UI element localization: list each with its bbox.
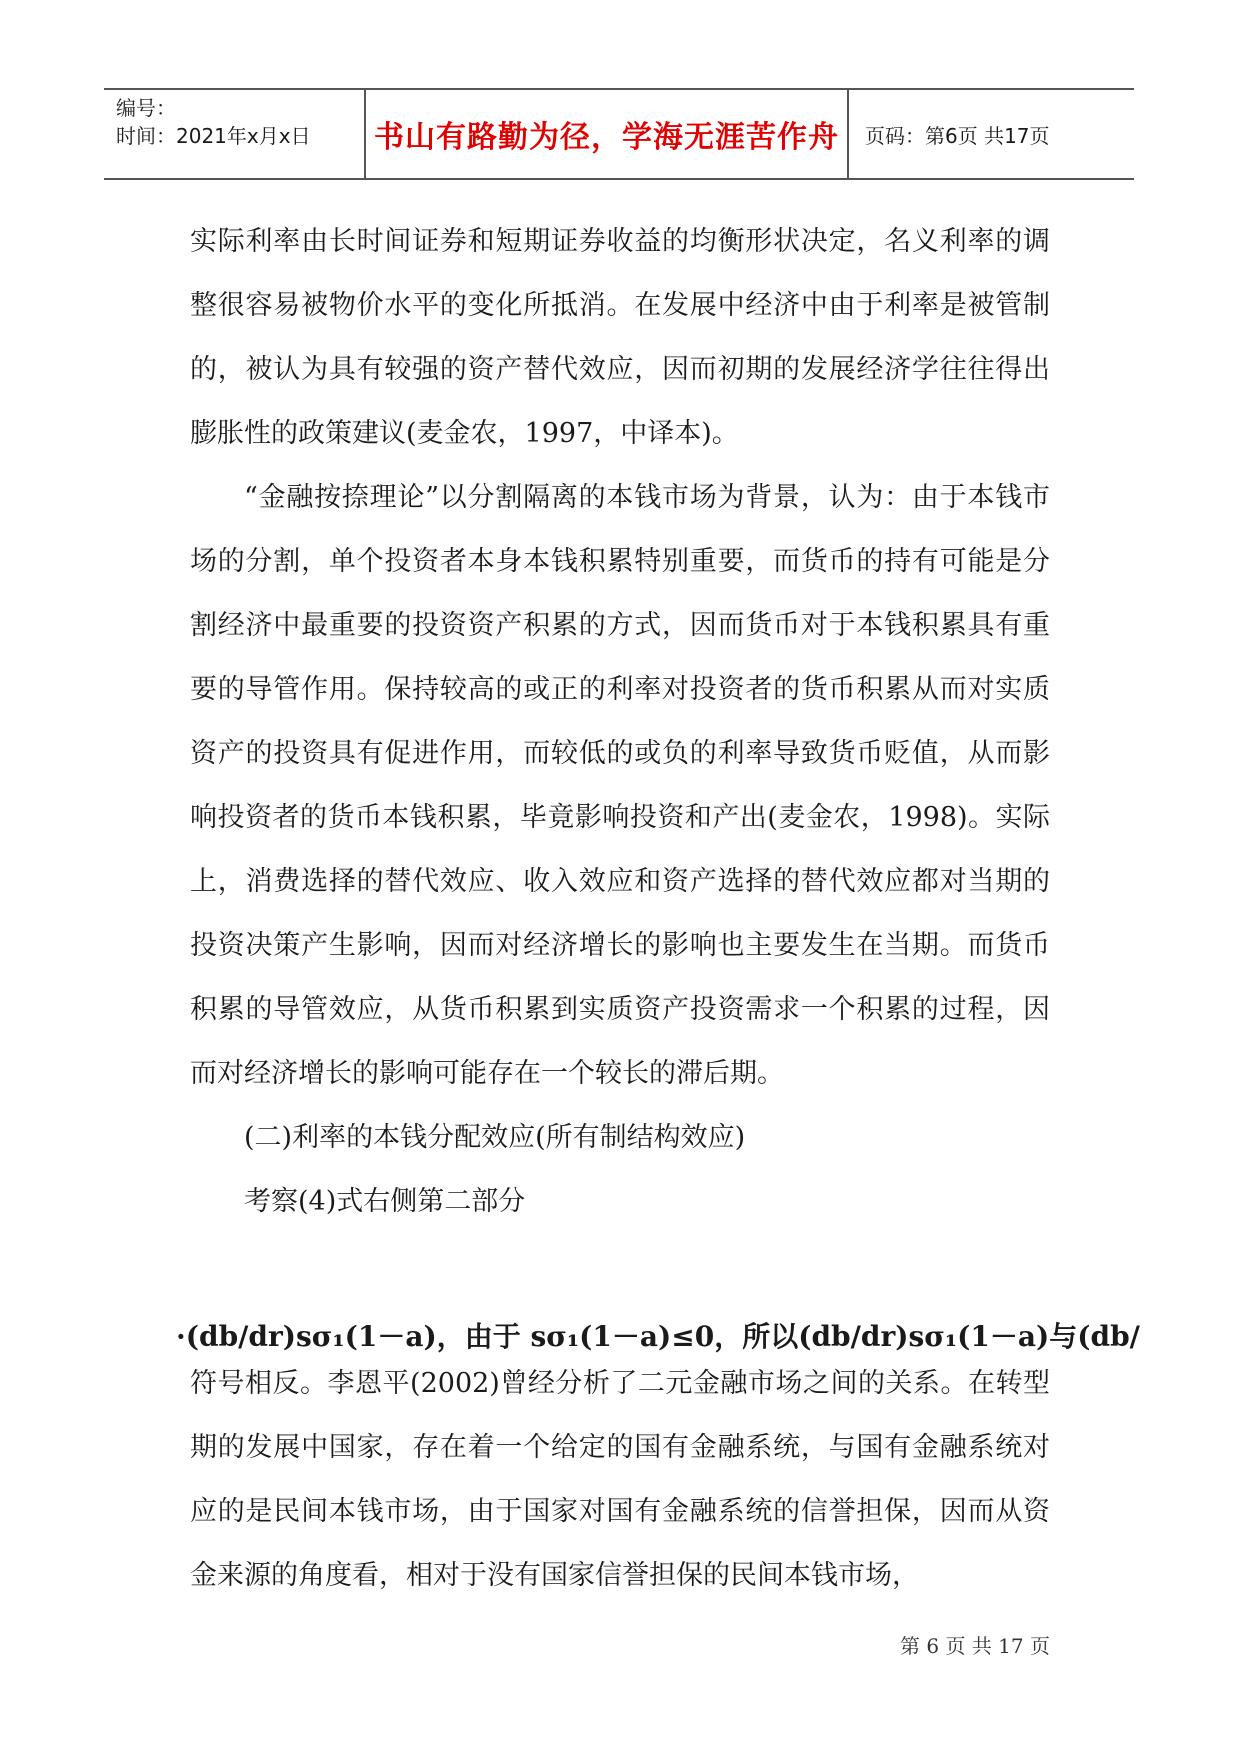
header-page-info: 页码：第6页 共17页 (865, 123, 1050, 148)
time-label: 时间：2021年x月x日 (116, 124, 311, 148)
paragraph: “金融按捺理论”以分割隔离的本钱市场为背景，认为：由于本钱市场的分割，单个投资者本身本钱积累特别重要，而货币的持有可能是分割经济中最重要的投资资产积累的方式，因而货币对于本钱积累具有重要的导管作用。保持较高的或正的利率对投资者的货币积累从而对实质资产的投资具有促进作用，而较低的或负的利率导致货币贬值，从而影响投资者的货币本钱积累，毕竟影响投资和产出(麦金农，1998)。实际上，消费选择的替代效应、收入效应和资产选择的替代效应都对当期的投资决策产生影响，因而对经济增长的影响也主要发生在当期。而货币积累的导管效应，从货币积累到实质资产投资需求一个积累的过程，因而对经济增长的影响可能存在一个较长的滞后期。 (190, 482, 1050, 1089)
body-text-continued (190, 1352, 1050, 1608)
page-header (104, 88, 1134, 180)
paragraph: 实际利率由长时间证券和短期证券收益的均衡形状决定，名义利率的调整很容易被物价水平的变化所抵消。在发展中经济中由于利率是被管制的，被认为具有较强的资产替代效应，因而初期的发展经济学往往得出膨胀性的政策建议(麦金农，1997，中译本)。 (190, 226, 1050, 449)
page-footer: 第 6 页 共 17 页 (900, 1634, 1050, 1658)
number-label: 编号： (116, 96, 176, 120)
paragraph: 符号相反。李恩平(2002)曾经分析了二元金融市场之间的关系。在转型期的发展中国家，存在着一个给定的国有金融系统，与国有金融系统对应的是民间本钱市场，由于国家对国有金融系统的信誉担保，因而从资金来源的角度看，相对于没有国家信誉担保的民间本钱市场， (190, 1368, 1050, 1591)
body-text (190, 210, 1050, 1234)
header-motto: 书山有路勤为径，学海无涯苦作舟 (366, 90, 849, 178)
paragraph: 考察(4)式右侧第二部分 (244, 1186, 526, 1217)
header-meta (104, 90, 366, 178)
formula-line: ·(db/dr)sσ₁(1－a)，由于 sσ₁(1－a)≤0，所以(db/dr)sσ₁(1－a)与(db/ (176, 1320, 1140, 1353)
section-heading: (二)利率的本钱分配效应(所有制结构效应) (244, 1122, 746, 1153)
